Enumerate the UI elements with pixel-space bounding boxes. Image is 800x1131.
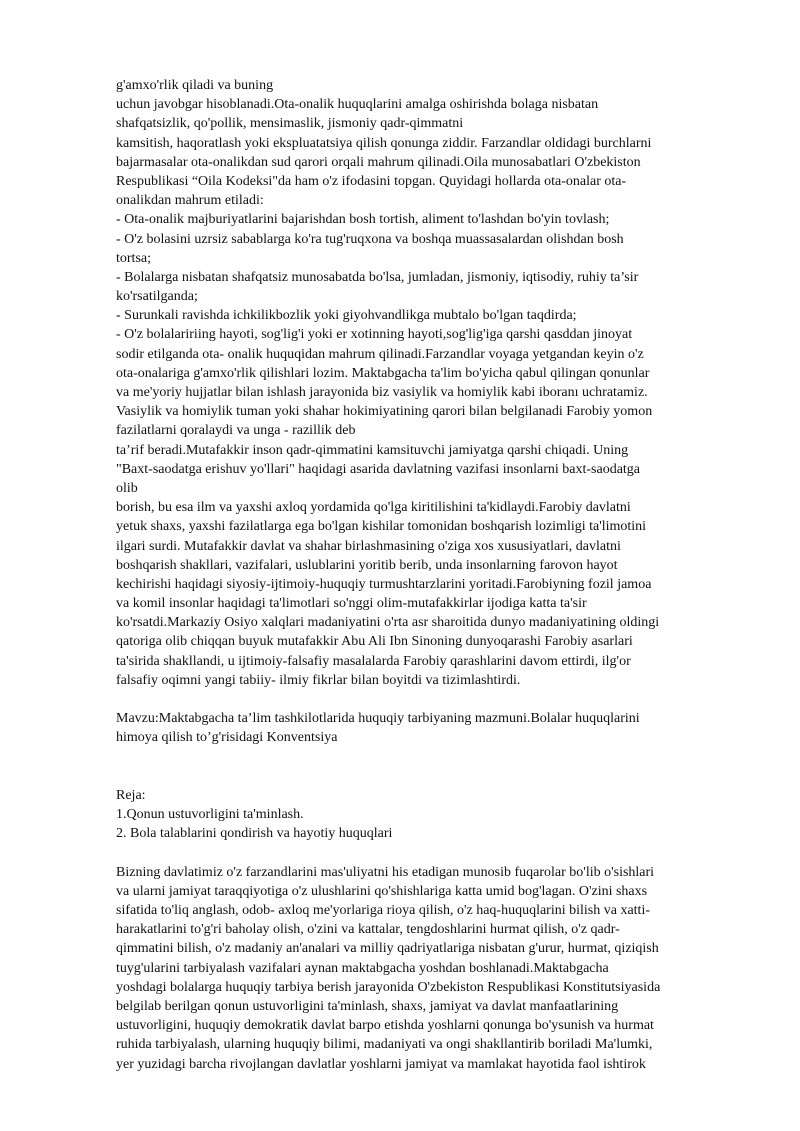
text-line: ustuvorligini, huquqiy demokratik davlat barpo etishda yoshlarni qonunga bo'ysunish va hurmat xyxy=(116,1018,654,1034)
plan-title: Reja: xyxy=(116,787,146,803)
text-line: kamsitish, haqoratlash yoki ekspluatatsiya qilish qonunga zid​dir. Farzandlar oldidagi burchlarni xyxy=(116,135,652,151)
text-line: yetuk shaxs, yaxshi fazilatlarga ega bo'lgan kishilar tomonidan boshqarish lozimligi ta'limotini xyxy=(116,519,647,535)
spacer xyxy=(116,748,756,767)
body-block-1 xyxy=(116,76,756,690)
document-page xyxy=(116,76,756,1074)
text-line: belgilab berilgan qonun ustuvorligini ta'minlash, shaxs, jamiyat va davlat manfaatlarining xyxy=(116,999,619,1014)
text-line: ko'rsatilganda; xyxy=(116,289,198,305)
text-line: - Surunkali ravishda ichkilikbozlik yoki giyohvandlikga mubtalo bo'lgan taqdirda; xyxy=(116,308,577,324)
text-line: ruhida tarbiyalash, ularning huquqiy bilimi, madaniyati va ongi shakllantirib boriladi Ma'lumki, xyxy=(116,1037,653,1053)
text-line: - O'z bolasini uzrsiz sabablarga ko'ra tug'ruqxona va boshqa muassasalardan olishdan bosh xyxy=(116,231,624,247)
text-line: sodir etilganda ota- onalik huquqidan mahrum qilinadi.Farzandlar voyaga yetgandan keyin o'z xyxy=(116,346,644,362)
text-line: g'amxo'rlik qiladi va buning xyxy=(116,78,274,93)
text-line: kechirishi haqidagi siyosiy-ijtimoiy-huquqiy turmushtarzlarini yoritadi.Farobiyning fozil jamoa xyxy=(116,576,652,592)
text-line: borish, bu esa ilm va yaxshi axloq yordamida qo'lga kiritilishini ta'kidlaydi.Farobiy davlatni xyxy=(116,500,631,516)
text-line: sifatida to'liq anglash, odob- axloq me'yorlariga rioya qilish, o'z haq-huquqlarini bilish va xatti- xyxy=(116,903,651,919)
text-line: harakatlarini to'g'ri baholay olish, o'zini va kattalar, tengdoshlarini hurmat qilish, o'z qadr- xyxy=(116,922,620,938)
spacer xyxy=(116,844,756,863)
text-line: "Baxt-saodatga erishuv yo'llari" haqidagi asarida davlatning vazifasi insonlarni baxt-saodatga xyxy=(116,461,641,477)
text-line: yoshdagi bolalarga huquqiy tarbiya berish jarayonida O'zbekiston Respublikasi Konstitutsiyasida xyxy=(116,979,661,995)
topic-heading xyxy=(116,709,756,747)
text-line: va me'yoriy hujjatlar bilan ishlash jarayonida biz vasiylik va homiylik kabi iboranı uchratamiz. xyxy=(116,385,648,400)
plan-item: 1.Qonun ustuvorligini ta'minlash. xyxy=(116,807,304,823)
text-line: Respublikasi “Oila Kodeksi"da ham o'z ifodasini topgan. Quyidagi hollarda ota-onalar ota- xyxy=(116,173,627,189)
text-line: olib xyxy=(116,480,138,496)
spacer xyxy=(116,690,756,709)
text-line: ko'rsatdi.Markaziy Osiyo xalqlari madaniyatini o'rta asr sharoitida dunyo madaniyatining oldingi xyxy=(116,615,660,631)
text-line: - Ota-onalik majburiyatlarini bajarishdan bosh tortish, aliment to'lashdan bo'yin tovlash; xyxy=(116,212,610,228)
text-line: va komil insonlar haqidagi ta'limotlari so'nggi olim-mutafakkirlar ijodiga katta ta'sir xyxy=(116,596,587,612)
text-line: boshqarish shakllari, vazifalari, uslublarini yoritib berib, unda insonlarning farovon hayot xyxy=(116,557,618,573)
text-line: shafqatsizlik, qo'pollik, mensimaslik, jismoniy qadr-qimmatni xyxy=(116,116,464,132)
text-line: yer yuzidagi barcha rivojlangan davlatlar yoshlarni jamiyat va mamlakat hayotida faol ishtirok xyxy=(116,1056,646,1072)
body-block-2 xyxy=(116,863,756,1074)
plan-item: 2. Bola talablarini qondirish va hayotiy huquqlari xyxy=(116,826,393,842)
plan-section xyxy=(116,786,756,844)
text-line: ota-onalariga g'amxo'rlik qilishlari lozim. Maktabgacha ta'lim bo'yicha qabul qilingan qonunlar xyxy=(116,365,650,381)
text-line: ilgari surdi. Mutafakkir davlat va shahar birlashmasining o'ziga xos xususiyatlari, davlatni xyxy=(116,538,621,554)
text-line: onalikdan mahrum etiladi: xyxy=(116,193,264,209)
text-line: Bizning davlatimiz o'z farzandlarini mas'uliyatni his etadigan munosib fuqarolar bo'lib o'sishlari xyxy=(116,864,655,880)
text-line: uchun javobgar hisoblanadi.Ota-onalik huquqlarini amalga oshirishda bolaga nisbatan xyxy=(116,97,599,113)
text-line: qimmatini bilish, o'z madaniy an'analari va milliy qadriyatlariga nisbatan g'urur, hurmat, qiziqish xyxy=(116,941,659,957)
text-line: fazilatlarni qoralaydi va unga - razillik deb xyxy=(116,423,356,439)
text-line: - Bolalarga nisbatan shafqatsiz munosabatda bo'lsa, jumladan, jismoniy, iqtisodiy, ruhiy ta’sir xyxy=(116,269,639,285)
text-line: ta'sirida shakllandi, u ijtimoiy-falsafiy masalalarda Farobiy qarashlarini davom ettirdi, ilg'or xyxy=(116,653,631,669)
text-line: tuyg'ularini tarbiyalash vazifalari aynan maktabgacha yoshdan boshlanadi.Maktabgacha xyxy=(116,960,609,976)
text-line: himoya qilish to’g'risidagi Konventsiya xyxy=(116,730,338,746)
text-line: va ularni jamiyat taraqqiyotiga o'z ulushlarini qo'shishlariga katta umid bog'lagan. O'zini shaxs xyxy=(116,883,648,899)
text-line: - O'z bolalaririing hayoti, sog'lig'i yoki er xotinning hayoti,sog'lig'iga qarshi qasddan jinoyat xyxy=(116,327,633,343)
text-line: qatoriga olib chiqqan buyuk mutafakkir Abu Ali Ibn Sinoning dunyoqarashi Farobiy asarlari xyxy=(116,634,633,650)
spacer xyxy=(116,767,756,786)
text-line: Mavzu:Maktabgacha ta’lim tashkilotlarida huquqiy tarbiyaning mazmuni.Bolalar huquqlarini xyxy=(116,711,640,727)
text-line: falsafiy oqimni yangi tabiiy- ilmiy fikrlar bilan boyitdi va tizimlashtirdi. xyxy=(116,672,521,688)
text-line: tortsa; xyxy=(116,250,151,266)
text-line: bajarmasalar ota-onalikdan sud qarori orqali mahrum qilinadi.Oila munosabatlari O'zbekiston xyxy=(116,154,641,170)
text-line: ta’rif beradi.Mutafakkir inson qadr-qimmatini kamsituvchi jamiyatga qarshi chiqadi. Uning xyxy=(116,442,629,458)
text-line: Vasiylik va homiylik tuman yoki shahar hokimiyatining qarori bilan belgilanadi Farobiy yomon xyxy=(116,404,653,420)
